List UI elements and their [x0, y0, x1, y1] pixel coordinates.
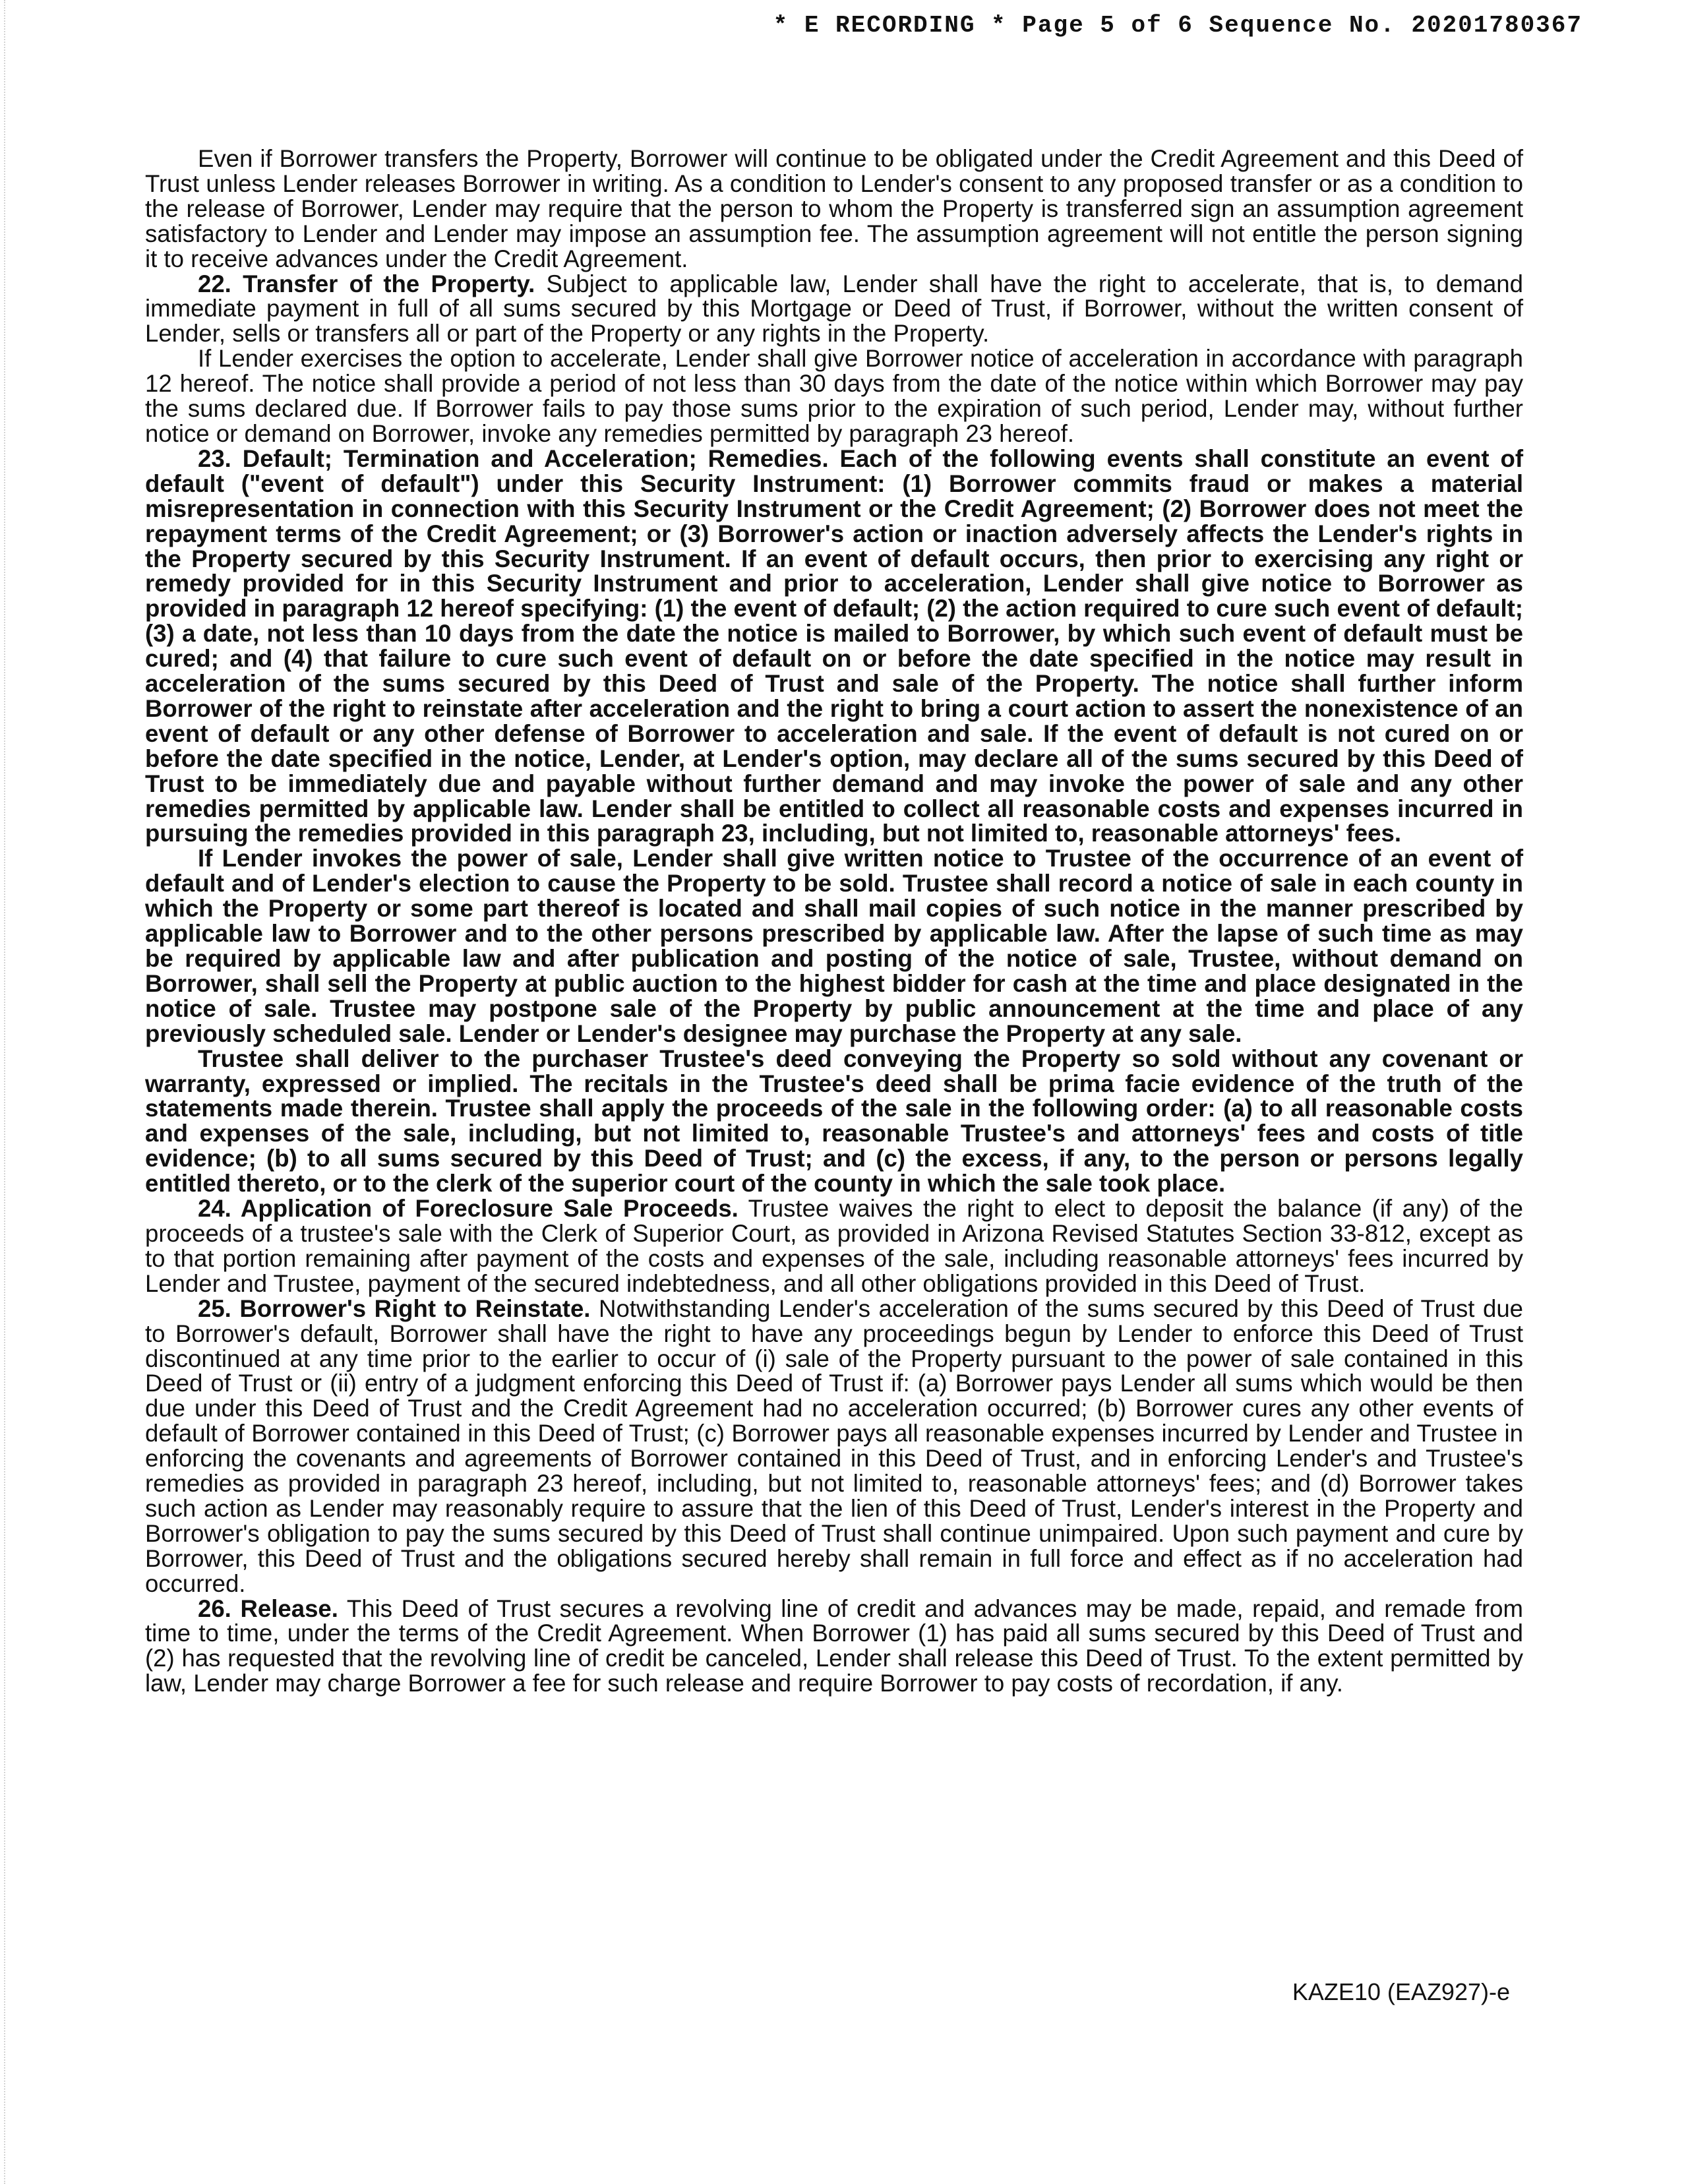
paragraph-text: Subject to applicable law, Lender shall have the right to accelerate, that is, to demand immediate payment in full of all sums secured by this Mortgage or Deed of Trust, if Borrower, without the written consent of Lender, sells or transfers all or part of the Property or any rights in the Property. [145, 270, 1523, 348]
scan-edge-dots [4, 0, 7, 2184]
paragraph-trustee-deed [145, 1046, 1523, 1196]
paragraph-power-of-sale [145, 846, 1523, 1046]
paragraph-heading: 24. Application of Foreclosure Sale Proceeds. [198, 1195, 738, 1223]
paragraph-25-reinstate [145, 1296, 1523, 1596]
paragraph-26-release [145, 1596, 1523, 1697]
paragraph-text: If Lender exercises the option to accelerate, Lender shall give Borrower notice of acceleration in accordance with paragraph 12 hereof. The notice shall provide a period of not less than 30 days from the date of the notice within which Borrower may pay the sums declared due. If Borrower fails to pay those sums prior to the expiration of such period, Lender may, without further notice or demand on Borrower, invoke any remedies permitted by paragraph 23 hereof. [145, 345, 1523, 447]
paragraph-24-proceeds [145, 1196, 1523, 1296]
document-body [145, 146, 1523, 1696]
paragraph-heading: 25. Borrower's Right to Reinstate. [198, 1294, 591, 1322]
paragraph-text: Trustee shall deliver to the purchaser Trustee's deed conveying the Property so sold without any covenant or warranty, expressed or implied. The recitals in the Trustee's deed shall be prima facie evidence of the truth of the statements made therein. Trustee shall apply the proceeds of the sale in the following order: (a) to all reasonable costs and expenses of the sale, including, but not limited to, reasonable Trustee's and attorneys' fees and costs of title evidence; (b) to all sums secured by this Deed of Trust; and (c) the excess, if any, to the person or persons legally entitled thereto, or to the clerk of the superior court of the county in which the sale took place. [145, 1045, 1523, 1198]
paragraph-text: This Deed of Trust secures a revolving line of credit and advances may be made, repaid, and remade from time to time, under the terms of the Credit Agreement. When Borrower (1) has paid all sums secured by this Deed of Trust and (2) has requested that the revolving line of credit be canceled, Lender shall release this Deed of Trust. To the extent permitted by law, Lender may charge Borrower a fee for such release and require Borrower to pay costs of recordation, if any. [145, 1594, 1523, 1697]
paragraph-text: 23. Default; Termination and Acceleration; Remedies. Each of the following events shall constitute an event of default ("event of default") under this Security Instrument: (1) Borrower commits fraud or makes a material misrepresentation in connection with this Security Instrument or the Credit Agreement; (2) Borrower does not meet the repayment terms of the Credit Agreement; or (3) Borrower's action or inaction adversely affects the Lender's rights in the Property secured by this Security Instrument. If an event of default occurs, then prior to exercising any right or remedy provided for in this Security Instrument and prior to acceleration, Lender shall give notice to Borrower as provided in paragraph 12 hereof specifying: (1) the event of default; (2) the action required to cure such event of default; (3) a date, not less than 10 days from the date the notice is mailed to Borrower, by which such event of default must be cured; and (4) that failure to cure such event of default on or before the date specified in the notice may result in acceleration of the sums secured by this Deed of Trust and sale of the Property. The notice shall further inform Borrower of the right to reinstate after acceleration and the right to bring a court action to assert the nonexistence of an event of default or any other defense of Borrower to acceleration and sale. If the event of default is not cured on or before the date specified in the notice, Lender, at Lender's option, may declare all of the sums secured by this Deed of Trust to be immediately due and payable without further demand and may invoke the power of sale and any other remedies permitted by applicable law. Lender shall be entitled to collect all reasonable costs and expenses incurred in pursuing the remedies provided in this paragraph 23, including, but not limited to, reasonable attorneys' fees. [145, 444, 1523, 847]
paragraph-text: If Lender invokes the power of sale, Lender shall give written notice to Trustee of the occurrence of an event of default and of Lender's election to cause the Property to be sold. Trustee shall record a notice of sale in each county in which the Property or some part thereof is located and shall mail copies of such notice in the manner prescribed by applicable law to Borrower and to the other persons prescribed by applicable law. After the lapse of such time as may be required by applicable law and after publication and posting of the notice of sale, Trustee, without demand on Borrower, shall sell the Property at public auction to the highest bidder for cash at the time and place designated in the notice of sale. Trustee may postpone sale of the Property by public announcement at the time and place of any previously scheduled sale. Lender or Lender's designee may purchase the Property at any sale. [145, 845, 1523, 1047]
paragraph-23-default [145, 446, 1523, 847]
paragraph-acceleration-option [145, 346, 1523, 446]
paragraph-transfer-obligation [145, 146, 1523, 272]
paragraph-heading: 26. Release. [198, 1594, 338, 1622]
paragraph-text: Trustee waives the right to elect to deposit the balance (if any) of the proceeds of a trustee's sale with the Clerk of Superior Court, as provided in Arizona Revised Statutes Section 33-812, except as to that portion remaining after payment of the costs and expenses of the sale, including reasonable attorneys' fees incurred by Lender and Trustee, payment of the secured indebtedness, and all other obligations provided in this Deed of Trust. [145, 1195, 1523, 1297]
paragraph-text: Notwithstanding Lender's acceleration of the sums secured by this Deed of Trust due to Borrower's default, Borrower shall have the right to have any proceedings begun by Lender to enforce this Deed of Trust discontinued at any time prior to the earlier to occur of (i) sale of the Property pursuant to the power of sale contained in this Deed of Trust or (ii) entry of a judgment enforcing this Deed of Trust if: (a) Borrower pays Lender all sums which would be then due under this Deed of Trust and the Credit Agreement had no acceleration occurred; (b) Borrower cures any other events of default of Borrower contained in this Deed of Trust; (c) Borrower pays all reasonable expenses incurred by Lender and Trustee in enforcing the covenants and agreements of Borrower contained in this Deed of Trust, and in enforcing Lender's and Trustee's remedies as provided in paragraph 23 hereof, including, but not limited to, reasonable attorneys' fees; and (d) Borrower takes such action as Lender may reasonably require to assure that the lien of this Deed of Trust, Lender's interest in the Property and Borrower's obligation to pay the sums secured by this Deed of Trust shall continue unimpaired. Upon such payment and cure by Borrower, this Deed of Trust and the obligations secured hereby shall remain in full force and effect as if no acceleration had occurred. [145, 1294, 1524, 1597]
paragraph-22-transfer [145, 272, 1523, 347]
paragraph-text: Even if Borrower transfers the Property, Borrower will continue to be obligated under the Credit Agreement and this Deed of Trust unless Lender releases Borrower in writing. As a condition to Lender's consent to any proposed transfer or as a condition to the release of Borrower, Lender may require that the person to whom the Property is transferred sign an assumption agreement satisfactory to Lender and Lender may impose an assumption fee. The assumption agreement will not entitle the person signing it to receive advances under the Credit Agreement. [145, 145, 1523, 272]
form-code: KAZE10 (EAZ927)-e [1292, 1978, 1510, 2005]
paragraph-heading: 22. Transfer of the Property. [198, 270, 535, 297]
recording-header: * E RECORDING * Page 5 of 6 Sequence No. 20201780367 [773, 12, 1582, 39]
